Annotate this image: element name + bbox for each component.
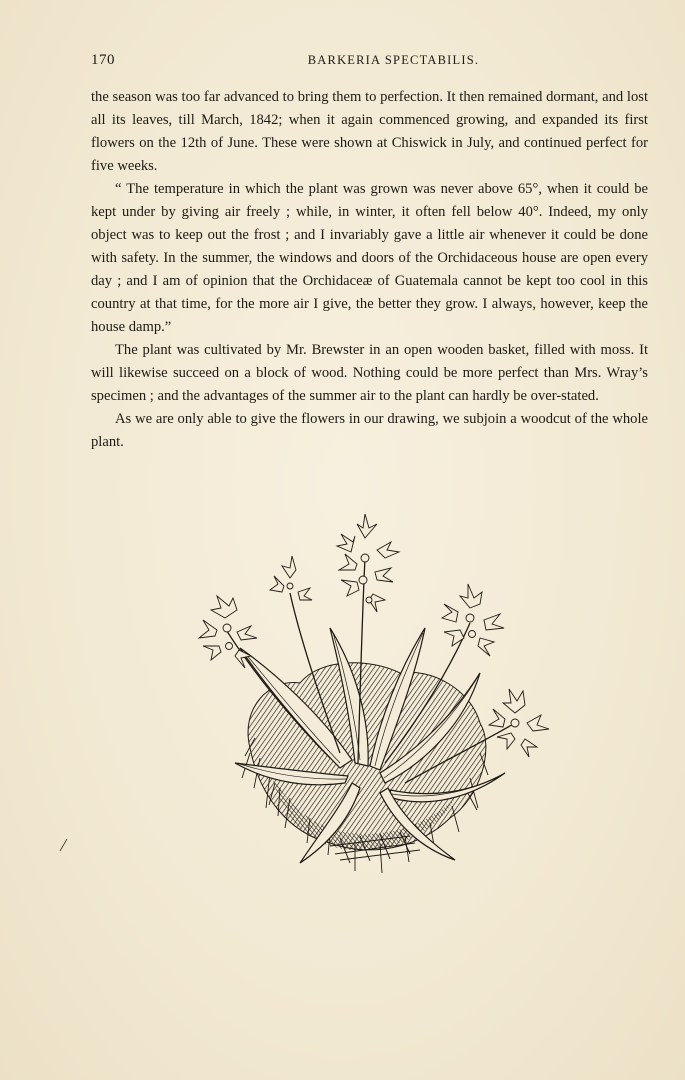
stray-pencil-mark [58, 838, 68, 852]
paragraph-quotation: “ The temperature in which the plant was grown was never above 65°, when it could be kept under by giving air freely ; while, in winter, it often fell below 40°. Indeed, my only object was to keep out the frost ; and I invariably gave a little air whenever it could be done with safety. In the summer, the windows and doors of the Orchidaceous house are open every day ; and I am of opinion that the Orchidaceæ of Guatemala cannot be kept too cool in this country at that time, for the more air I give, the better they grow. I always, however, keep the house damp.” [91, 181, 648, 335]
running-head [91, 52, 648, 72]
orchid-woodcut-illustration [180, 498, 560, 898]
body-text [91, 86, 648, 454]
page-number: 170 [91, 52, 115, 68]
paragraph-woodcut-intro: As we are only able to give the flowers in our drawing, we subjoin a woodcut of the whole plant. [91, 411, 648, 450]
running-title: BARKERIA SPECTABILIS. [307, 53, 480, 67]
orchid-woodcut-icon [180, 498, 560, 898]
paragraph-cultivation: The plant was cultivated by Mr. Brewster in an open wooden basket, filled with moss. It will likewise succeed on a block of wood. Nothing could be more perfect than Mrs. Wray’s specimen ; and the advantages of the summer air to the plant can hardly be over-stated. [91, 342, 648, 404]
paragraph-continuation: the season was too far advanced to bring them to perfection. It then remained dormant, and lost all its leaves, till March, 1842; when it again commenced growing, and expanded its first flowers on the 12th of June. These were shown at Chiswick in July, and continued perfect for five weeks. [91, 89, 648, 174]
